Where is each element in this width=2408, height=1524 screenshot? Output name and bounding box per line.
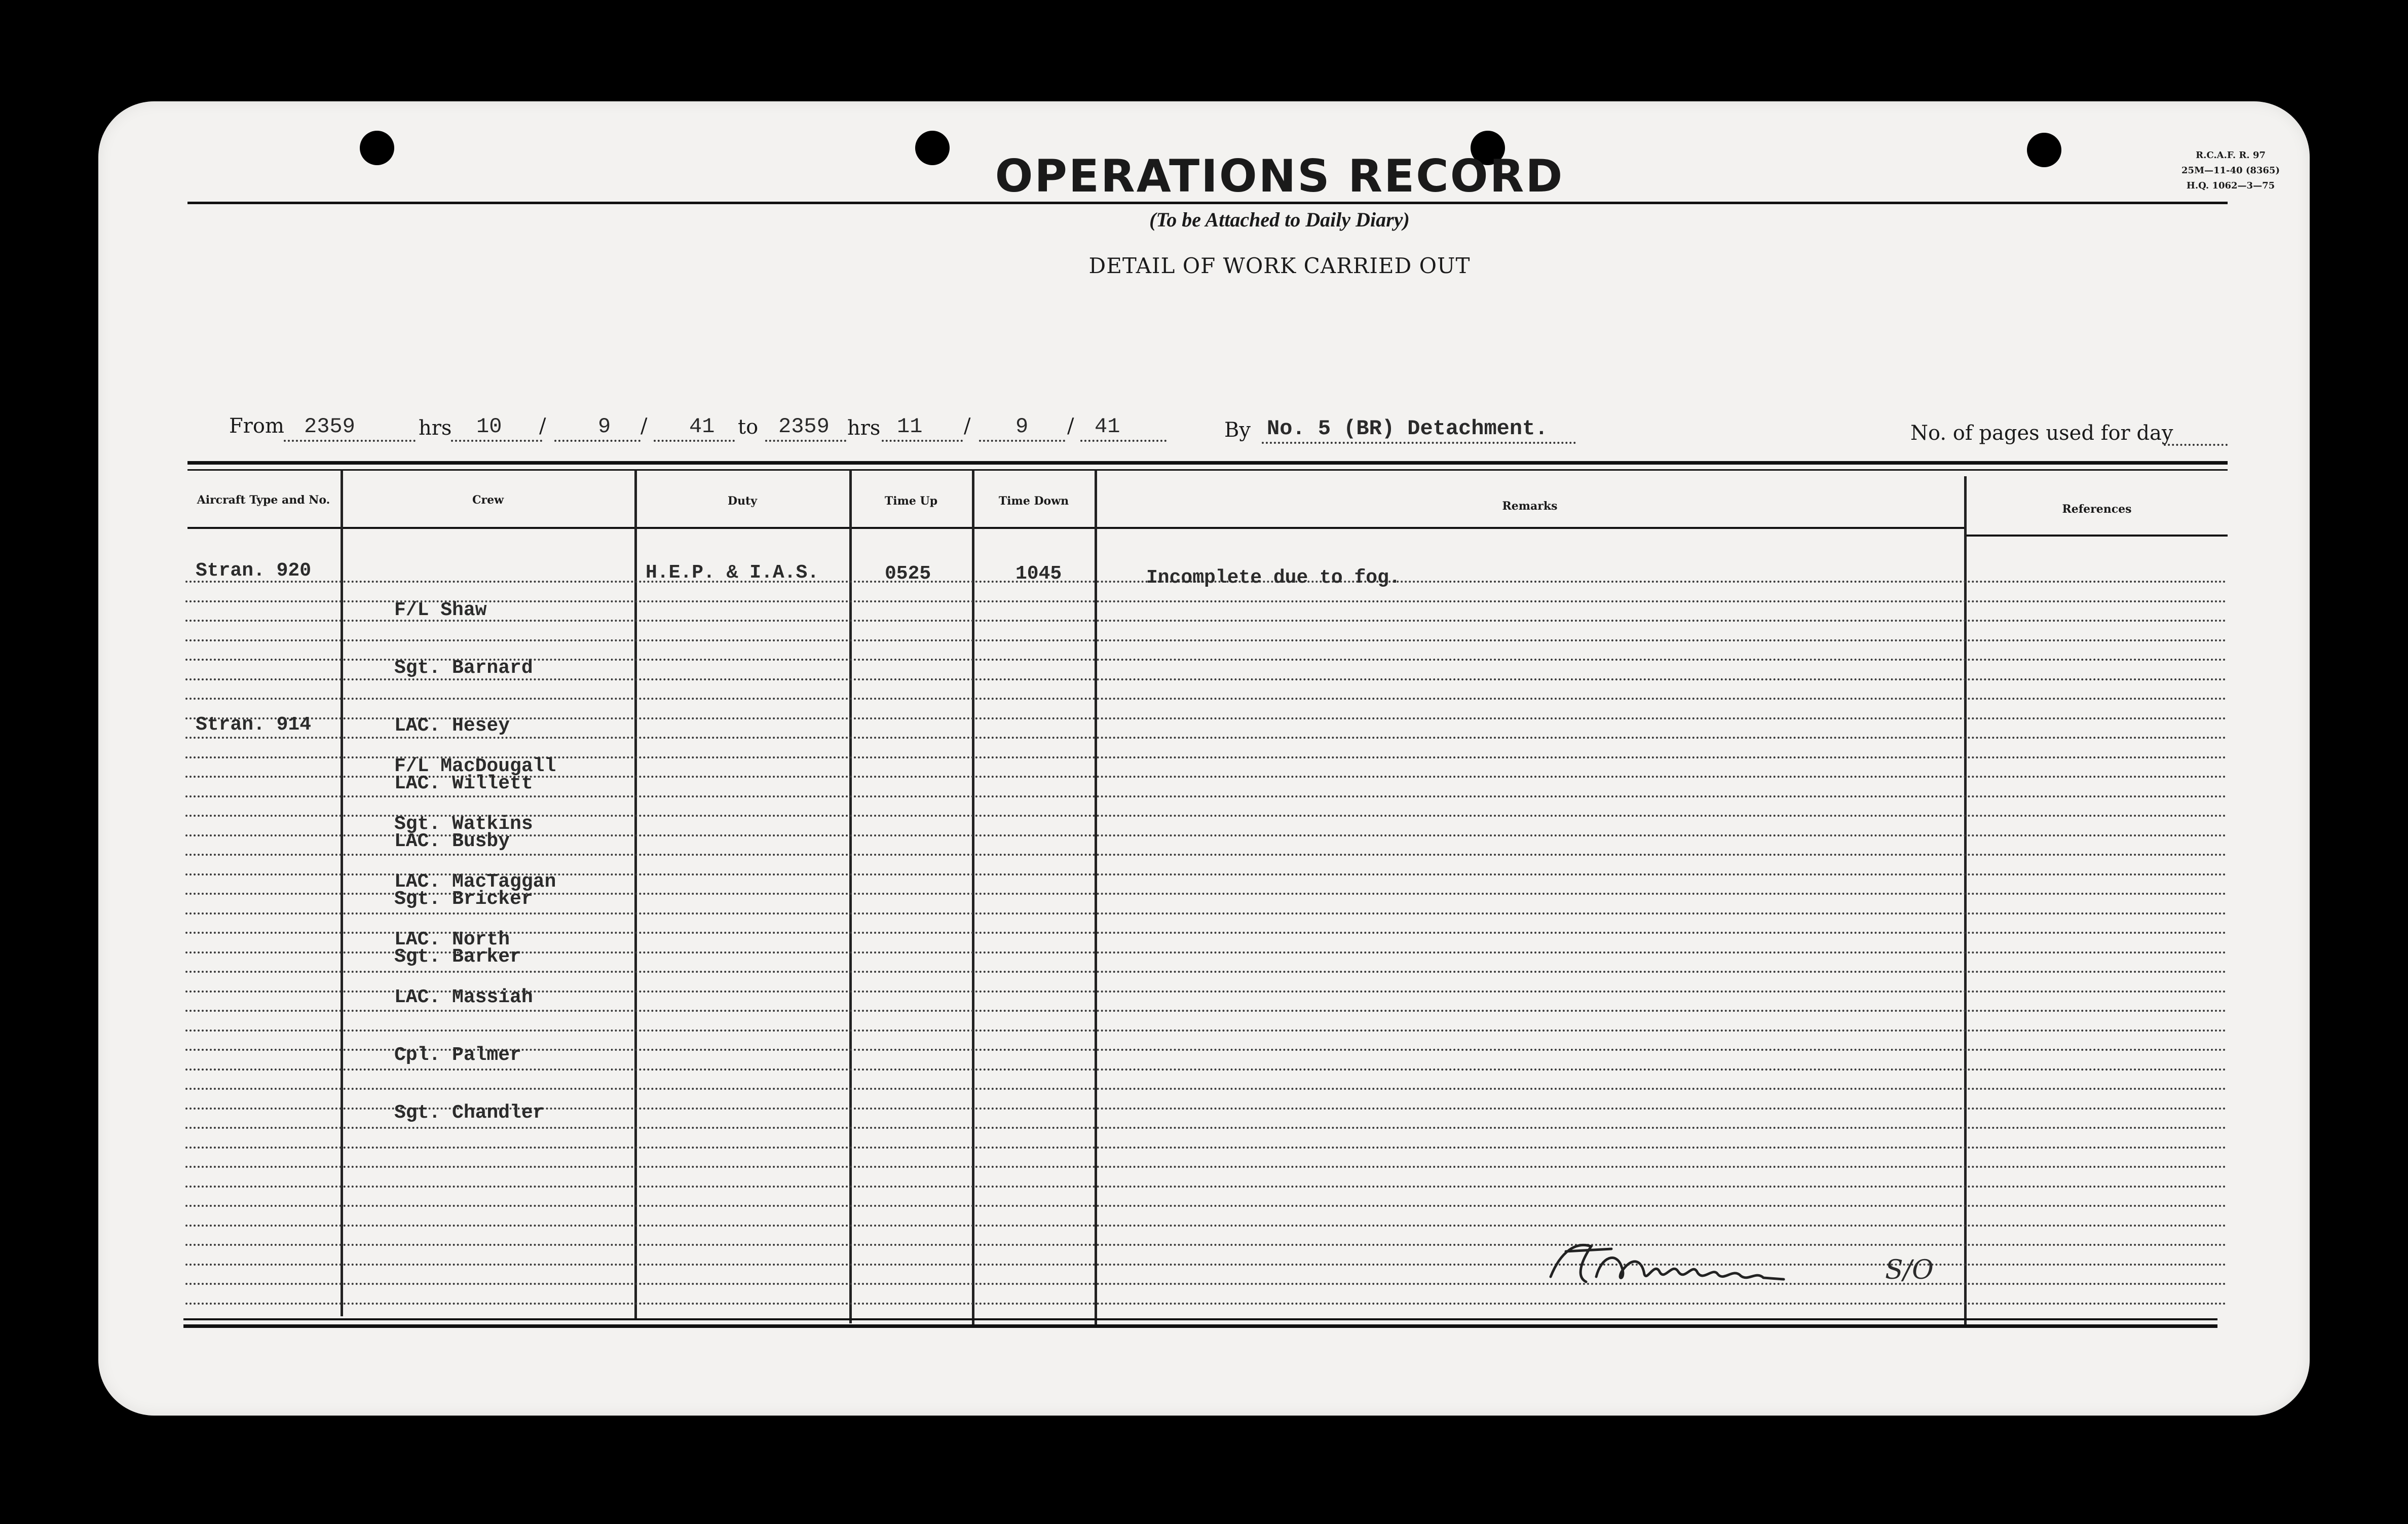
dotted-fill [451, 440, 542, 442]
hrs-label: hrs [419, 416, 452, 440]
dotted-fill [882, 440, 963, 442]
ruled-line [185, 1166, 2228, 1168]
dotted-fill [2164, 444, 2228, 446]
hrs-label: hrs [847, 416, 881, 440]
col-header-time-up: Time Up [884, 494, 938, 508]
crew-member: LAC. MacTaggan [394, 871, 556, 893]
crew-member: Cpl. Palmer [394, 1044, 521, 1066]
dotted-fill [654, 440, 735, 442]
column-divider [972, 470, 974, 1324]
crew-member: Sgt. Barker [394, 946, 521, 968]
from-month: 9 [598, 414, 611, 439]
aircraft-cell: Stran. 920 [196, 560, 312, 582]
time-up-cell: 0525 [885, 563, 931, 585]
crew-member: LAC. Busby [394, 830, 510, 852]
ruled-line [185, 1205, 2228, 1207]
by-label: By [1224, 418, 1251, 442]
to-label: to [738, 415, 759, 439]
to-day: 11 [897, 414, 923, 439]
dotted-fill [765, 440, 846, 442]
column-divider [1095, 470, 1097, 1325]
to-month: 9 [1015, 414, 1029, 439]
bottom-rule [183, 1324, 2217, 1328]
col-header-remarks: Remarks [1502, 500, 1558, 513]
punch-hole [360, 131, 394, 165]
dotted-fill [284, 440, 416, 442]
slash: / [964, 414, 971, 438]
from-time: 2359 [304, 414, 355, 439]
crew-member: LAC. North [394, 929, 510, 950]
crew-member: F/L MacDougall [394, 755, 556, 777]
column-divider [1964, 476, 1967, 1325]
ruled-line [185, 1303, 2228, 1305]
dotted-fill [1080, 440, 1167, 442]
ruled-line [185, 1186, 2228, 1188]
to-year: 41 [1095, 414, 1120, 439]
col-header-time-down: Time Down [998, 494, 1069, 508]
crew-member: F/L Shaw [394, 599, 487, 621]
table-top-rule [187, 469, 2228, 471]
slash: / [641, 414, 648, 438]
dotted-fill [979, 440, 1065, 442]
aircraft-cell: Stran. 914 [196, 714, 312, 736]
header-underline [1964, 535, 2228, 537]
slash: / [1067, 414, 1074, 438]
table-top-rule [187, 461, 2228, 465]
to-time: 2359 [778, 414, 830, 439]
form-ref-line: H.Q. 1062—3—75 [2186, 180, 2275, 191]
duty-cell: H.E.P. & I.A.S. [646, 562, 819, 584]
signature-image [1546, 1231, 1870, 1292]
ruled-line [185, 1244, 2228, 1246]
form-reference [2165, 148, 2297, 194]
crew-member: Sgt. Barnard [394, 657, 533, 679]
by-value: No. 5 (BR) Detachment. [1267, 416, 1548, 441]
column-divider [634, 470, 637, 1320]
detail-heading: DETAIL OF WORK CARRIED OUT [1088, 253, 1471, 278]
from-label: From [229, 414, 284, 438]
ruled-line [185, 1147, 2228, 1149]
dotted-fill [554, 440, 641, 442]
time-down-cell: 1045 [1015, 563, 1062, 585]
crew-member: LAC. Willett [394, 773, 533, 794]
ruled-line [185, 1225, 2228, 1227]
slash: / [539, 414, 546, 438]
col-header-aircraft: Aircraft Type and No. [197, 493, 330, 507]
col-header-references: References [2062, 503, 2132, 516]
page-subtitle: (To be Attached to Daily Diary) [1149, 208, 1410, 231]
crew-member: Sgt. Watkins [394, 813, 533, 835]
dotted-fill [1262, 442, 1576, 444]
remarks-cell: Incomplete due to fog. [1146, 567, 1401, 589]
from-year: 41 [689, 414, 715, 439]
col-header-crew: Crew [472, 493, 504, 507]
punch-hole [2027, 133, 2061, 167]
header-underline [187, 527, 1964, 529]
from-day: 10 [476, 414, 502, 439]
form-ref-line: 25M—11-40 (8365) [2181, 165, 2280, 176]
crew-member: Sgt. Chandler [394, 1102, 545, 1124]
crew-member: LAC. Massiah [394, 986, 533, 1008]
pages-label: No. of pages used for day [1910, 422, 2173, 445]
crew-member: LAC. Hesey [394, 715, 510, 737]
signature-suffix: S/O [1885, 1255, 1934, 1285]
column-divider [849, 470, 852, 1323]
form-ref-line: R.C.A.F. R. 97 [2196, 150, 2266, 161]
crew-member: Sgt. Bricker [394, 888, 533, 910]
crew-cell [394, 715, 556, 1142]
page-title: OPERATIONS RECORD [995, 150, 1564, 202]
bottom-rule [183, 1318, 2217, 1320]
col-header-duty: Duty [727, 494, 758, 508]
